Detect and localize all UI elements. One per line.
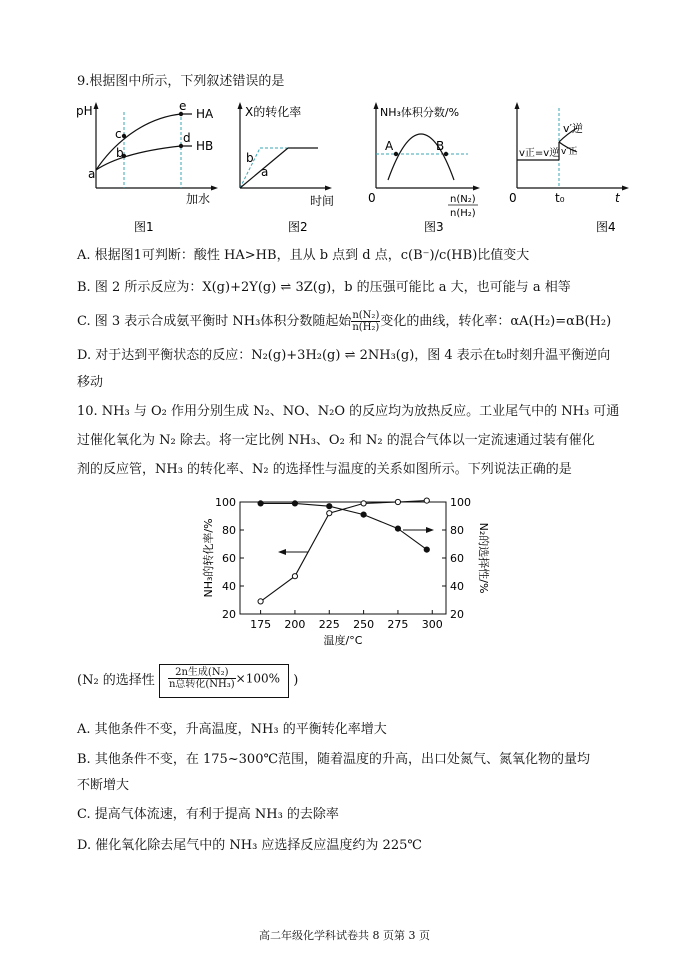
q10-option-b-line1: B. 其他条件不变，在 175~300℃范围，随着温度的升高，出口处氮气、氮氧化物的量均: [77, 752, 591, 767]
q10-stem-line2: 过催化氧化为 N₂ 除去。将一定比例 NH₃、O₂ 和 N₂ 的混合气体以一定流速通过装有催化: [77, 433, 595, 448]
q9-option-c-post: 变化的曲线，转化率：α: [380, 314, 520, 329]
data-point: [395, 499, 400, 504]
fig1-point-e: e: [179, 99, 187, 113]
data-point: [361, 512, 366, 517]
fig3-origin: 0: [368, 191, 376, 205]
fig2-y-label: X的转化率: [245, 105, 302, 119]
q10-option-c: C. 提高气体流速，有利于提高 NH₃ 的去除率: [77, 807, 339, 822]
q9-option-c-tail: A(H₂)=αB(H₂): [519, 314, 612, 329]
fig3-point-a: A: [385, 139, 394, 153]
fig4-rate-left: v正=v逆: [519, 148, 560, 159]
fig4-t0: t₀: [555, 191, 565, 205]
q10-option-a: A. 其他条件不变，升高温度，NH₃ 的平衡转化率增大: [77, 722, 387, 737]
data-point: [395, 526, 400, 531]
fig4-rate-rev: v′逆: [563, 122, 584, 135]
fig3-y-label: NH₃体积分数/%: [380, 106, 460, 119]
q10-formula-suffix: ): [293, 673, 299, 688]
y-tick-label: 100: [215, 496, 236, 509]
q9-option-b: B. 图 2 所示反应为：X(g)+2Y(g) ⇌ 3Z(g)，b 的压强可能比 a 大，也可能与 a 相等: [77, 280, 571, 295]
y-right-tick-label: 60: [450, 552, 464, 565]
q10-formula-num: 2n生成(N₂): [168, 667, 236, 679]
fig4-caption: 图4: [596, 220, 616, 234]
fig1-point-b: b: [116, 146, 124, 160]
q10-chart: [198, 490, 488, 664]
q10-formula-times: ×100%: [235, 671, 281, 686]
data-point: [292, 574, 297, 579]
fig1-point-a: a: [88, 167, 96, 181]
x-tick-label: 300: [421, 618, 443, 631]
fig1-caption: 图1: [134, 220, 154, 234]
fig2-curve-a: a: [261, 165, 269, 179]
fig1-curve-hb: HB: [196, 139, 214, 153]
q9-option-c-fraction: [351, 310, 380, 333]
y-tick-label: 20: [222, 608, 236, 621]
fig1-point-d: d: [183, 131, 191, 145]
data-point: [292, 501, 297, 506]
y-right-tick-label: 40: [450, 580, 464, 593]
series-line: [261, 503, 427, 549]
fig2: [228, 98, 338, 238]
q9-option-c-pre: C. 图 3 表示合成氨平衡时 NH₃体积分数随起始: [77, 314, 352, 329]
fig3-x-den: n(H₂): [450, 208, 476, 219]
y-tick-label: 80: [222, 524, 236, 537]
data-point: [361, 501, 366, 506]
q10-formula-prefix: (N₂ 的选择性: [77, 673, 155, 688]
q10-formula-den: n总转化(NH₃): [168, 679, 235, 690]
x-tick-label: 275: [387, 618, 409, 631]
data-point: [327, 504, 332, 509]
fig1: [74, 98, 219, 238]
q9-option-c: [77, 310, 611, 333]
data-point: [258, 599, 263, 604]
x-tick-label: 175: [250, 618, 272, 631]
fig4: [503, 98, 633, 238]
fig1-y-label: pH: [76, 104, 93, 118]
q9-option-c-den: n(H₂): [352, 322, 380, 333]
y-right-tick-label: 80: [450, 524, 464, 537]
x-tick-label: 250: [353, 618, 375, 631]
fig3-x-num: n(N₂): [450, 194, 476, 205]
y-right-tick-label: 100: [450, 496, 471, 509]
y-tick-label: 60: [222, 552, 236, 565]
data-point: [327, 511, 332, 516]
data-point: [424, 547, 429, 552]
fig2-curve-b: b: [246, 151, 254, 165]
arrow-left-head: [278, 549, 286, 555]
y-tick-label: 40: [222, 580, 236, 593]
fig4-rate-fwd: v′正: [561, 147, 578, 157]
x-tick-label: 225: [318, 618, 340, 631]
q10-formula-fraction: [168, 667, 236, 690]
chart-frame: [240, 502, 446, 614]
y-right-axis-title: N₂的选择性/%: [477, 522, 490, 594]
y-right-tick-label: 20: [450, 608, 464, 621]
q10-option-b-line2: 不断增大: [77, 778, 130, 793]
fig2-x-label: 时间: [310, 194, 335, 208]
data-point: [424, 498, 429, 503]
q9-option-d-line1: D. 对于达到平衡状态的反应：N₂(g)+3H₂(g) ⇌ 2NH₃(g)，图 4 表示在t₀时刻升温平衡逆向: [77, 348, 611, 363]
fig4-origin: 0: [509, 191, 517, 205]
q10-formula: [77, 664, 298, 698]
q10-stem-line1: 10. NH₃ 与 O₂ 作用分别生成 N₂、NO、N₂O 的反应均为放热反应。工业尾气中的 NH₃ 可通: [77, 404, 620, 419]
fig1-x-label: 加水: [186, 192, 211, 206]
page-footer: 高二年级化学科试卷共 8 页第 3 页: [259, 929, 430, 942]
q9-stem: 9.根据图中所示，下列叙述错误的是: [77, 74, 285, 89]
q10-stem-line3: 剂的反应管，NH₃ 的转化率、N₂ 的选择性与温度的关系如图所示。下列说法正确的是: [77, 462, 572, 477]
q9-option-a: A. 根据图1可判断：酸性 HA>HB，且从 b 点到 d 点，c(B⁻)/c(HB)比值变大: [77, 248, 530, 263]
data-point: [258, 501, 263, 506]
y-axis-title: NH₃的转化率/%: [202, 518, 215, 598]
arrow-right-head: [426, 527, 434, 533]
fig1-curve-ha: HA: [196, 107, 214, 121]
fig1-point-c: c: [115, 127, 122, 141]
x-tick-label: 200: [284, 618, 306, 631]
fig4-t: t: [615, 191, 620, 205]
q9-option-c-num: n(N₂): [352, 310, 380, 321]
fig3-point-b: B: [436, 139, 445, 153]
fig2-caption: 图2: [288, 220, 308, 234]
q9-option-d-line2: 移动: [77, 375, 104, 390]
fig3: [356, 98, 486, 238]
x-axis-title: 温度/°C: [323, 634, 363, 647]
fig3-caption: 图3: [424, 220, 444, 234]
q10-formula-bracket: [159, 664, 289, 698]
q10-option-d: D. 催化氧化除去尾气中的 NH₃ 应选择反应温度约为 225℃: [77, 838, 422, 853]
